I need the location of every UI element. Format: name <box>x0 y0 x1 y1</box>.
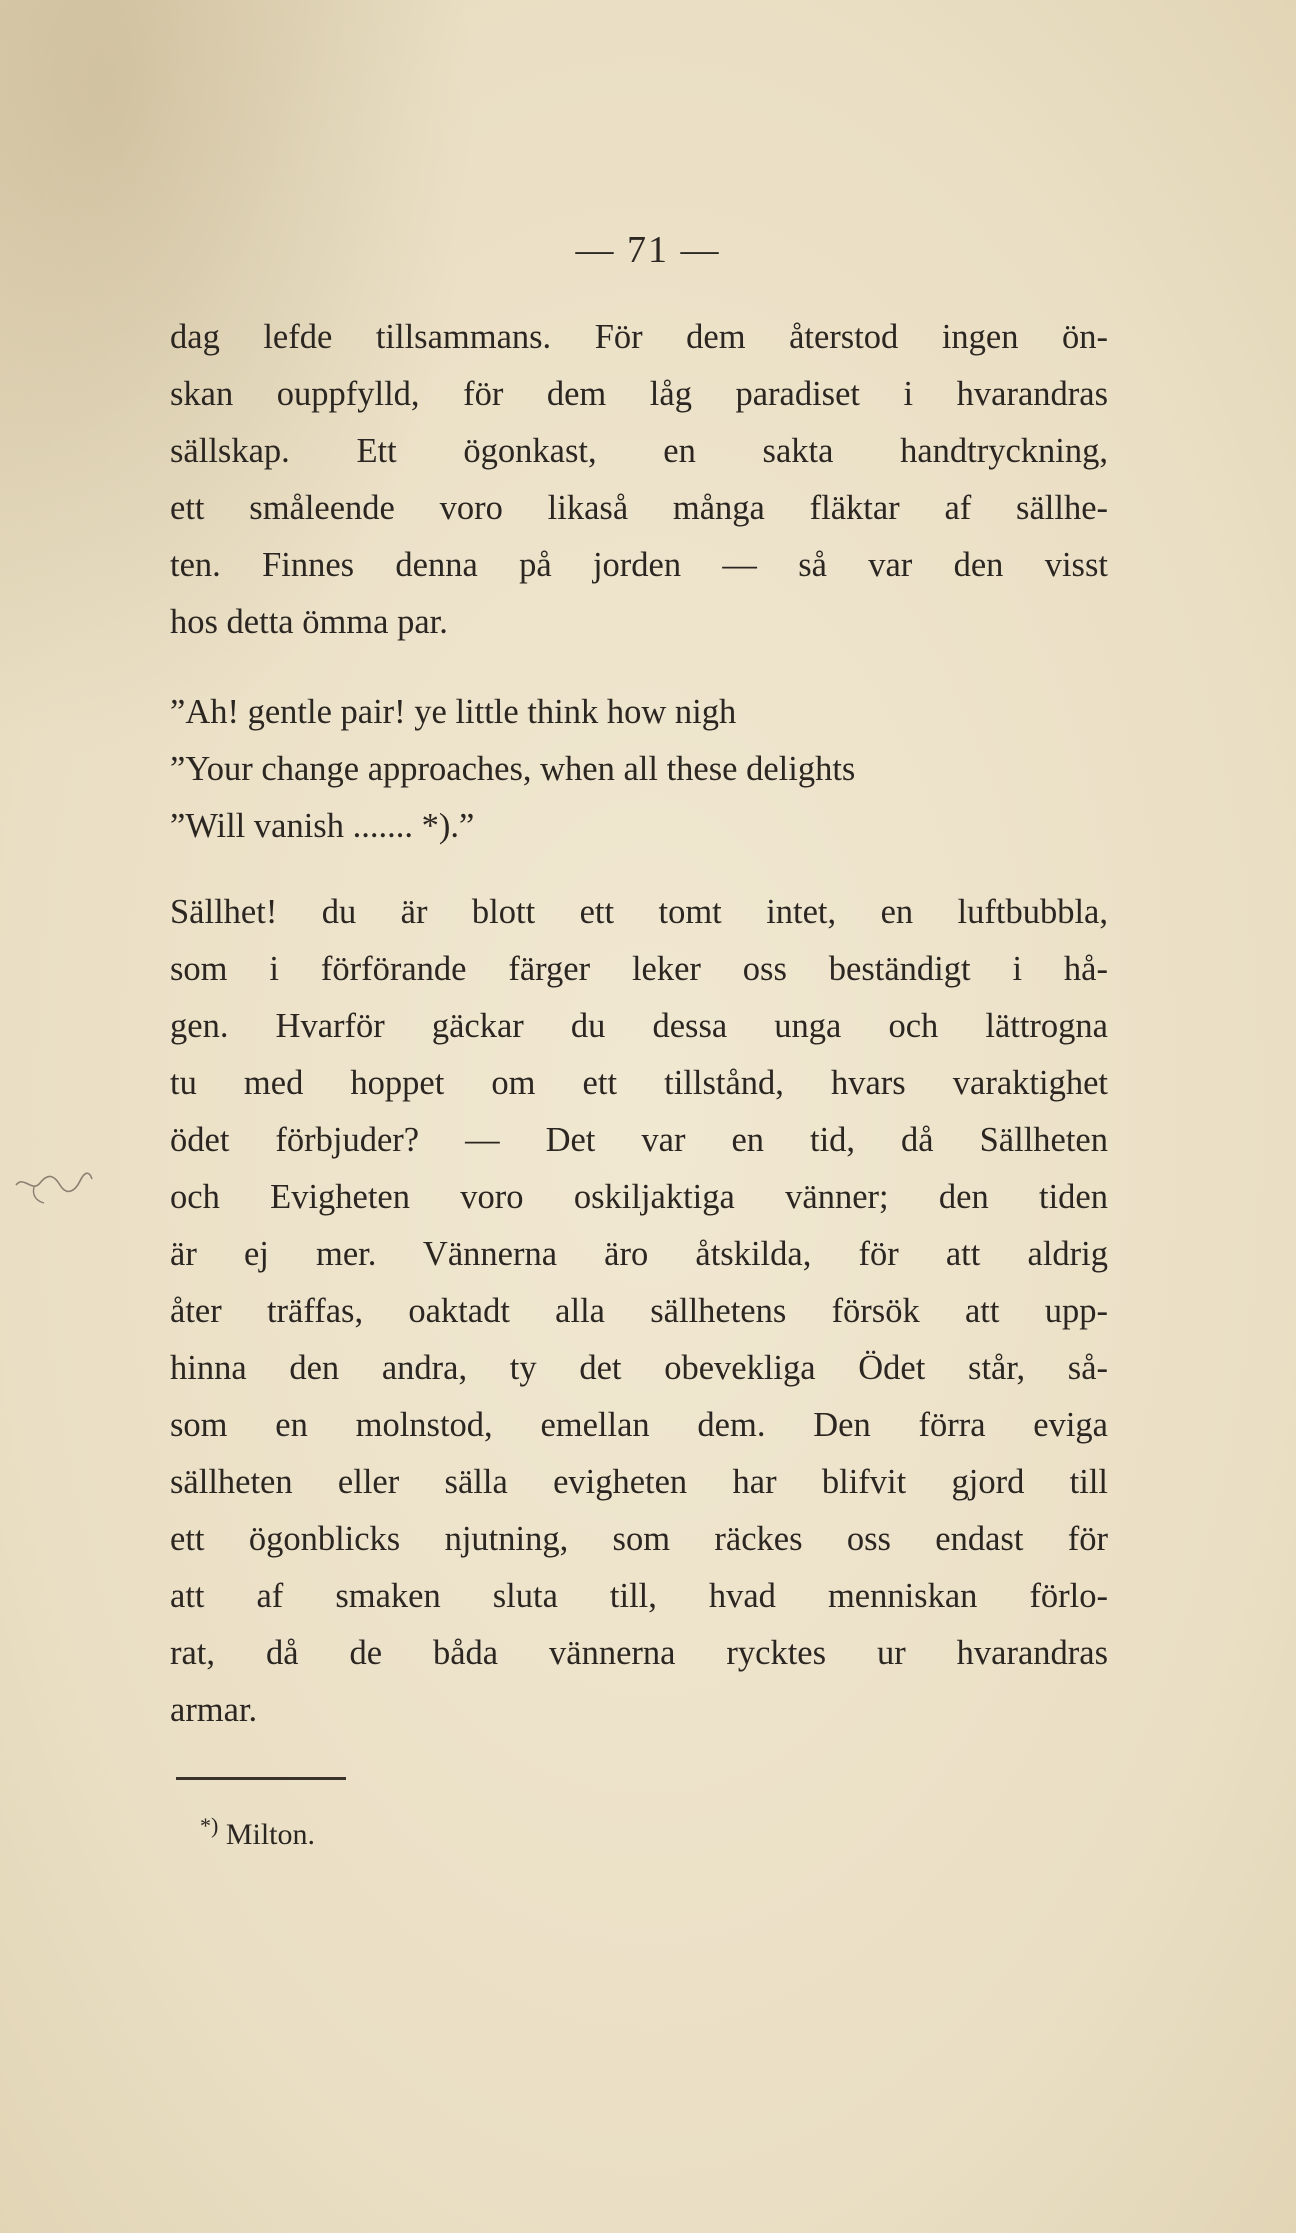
text-line: sällskap. Ett ögonkast, en sakta handtryckning, <box>170 432 1108 470</box>
text-line: sällheten eller sälla evigheten har blifvit gjord till <box>170 1463 1108 1501</box>
text-line: Sällhet! du är blott ett tomt intet, en luftbubbla, <box>170 893 1108 931</box>
text-line: skan ouppfylld, för dem låg paradiset i hvarandras <box>170 375 1108 413</box>
text-line: som i förförande färger leker oss beständigt i hå- <box>170 950 1108 988</box>
footnote <box>200 1813 315 1852</box>
text-line: att af smaken sluta till, hvad menniskan förlo- <box>170 1577 1108 1615</box>
text-line: armar. <box>170 1691 258 1729</box>
text-line: är ej mer. Vännerna äro åtskilda, för att aldrig <box>170 1235 1108 1273</box>
text-line: ten. Finnes denna på jorden — så var den visst <box>170 546 1108 584</box>
text-line: åter träffas, oaktadt alla sällhetens försök att upp- <box>170 1292 1108 1330</box>
verse-line: ”Your change approaches, when all these delights <box>170 750 856 788</box>
pencil-margin-mark <box>14 1165 94 1215</box>
text-line: hos detta ömma par. <box>170 603 448 641</box>
text-line: ett ögonblicks njutning, som räckes oss endast för <box>170 1520 1108 1558</box>
text-line: hinna den andra, ty det obevekliga Ödet står, så- <box>170 1349 1108 1387</box>
verse-quote <box>170 684 1108 855</box>
text-line: ett småleende voro likaså många fläktar af sällhe- <box>170 489 1108 527</box>
text-line: rat, då de båda vännerna rycktes ur hvarandras <box>170 1634 1108 1672</box>
paragraph-1 <box>170 309 1108 651</box>
text-line: och Evigheten voro oskiljaktiga vänner; den tiden <box>170 1178 1108 1216</box>
text-line: som en molnstod, emellan dem. Den förra eviga <box>170 1406 1108 1444</box>
page-number: — 71 — <box>575 229 721 271</box>
text-line: dag lefde tillsammans. För dem återstod ingen ön- <box>170 318 1108 356</box>
text-line: gen. Hvarför gäckar du dessa unga och lättrogna <box>170 1007 1108 1045</box>
verse-line: ”Will vanish ....... *).” <box>170 807 475 845</box>
verse-line: ”Ah! gentle pair! ye little think how nigh <box>170 693 737 731</box>
footnote-marker: *) <box>200 1813 219 1838</box>
text-line: ödet förbjuder? — Det var en tid, då Sällheten <box>170 1121 1108 1159</box>
text-line: tu med hoppet om ett tillstånd, hvars varaktighet <box>170 1064 1108 1102</box>
footnote-text: Milton. <box>225 1818 316 1851</box>
paragraph-2 <box>170 884 1108 1739</box>
footnote-rule <box>176 1777 346 1780</box>
